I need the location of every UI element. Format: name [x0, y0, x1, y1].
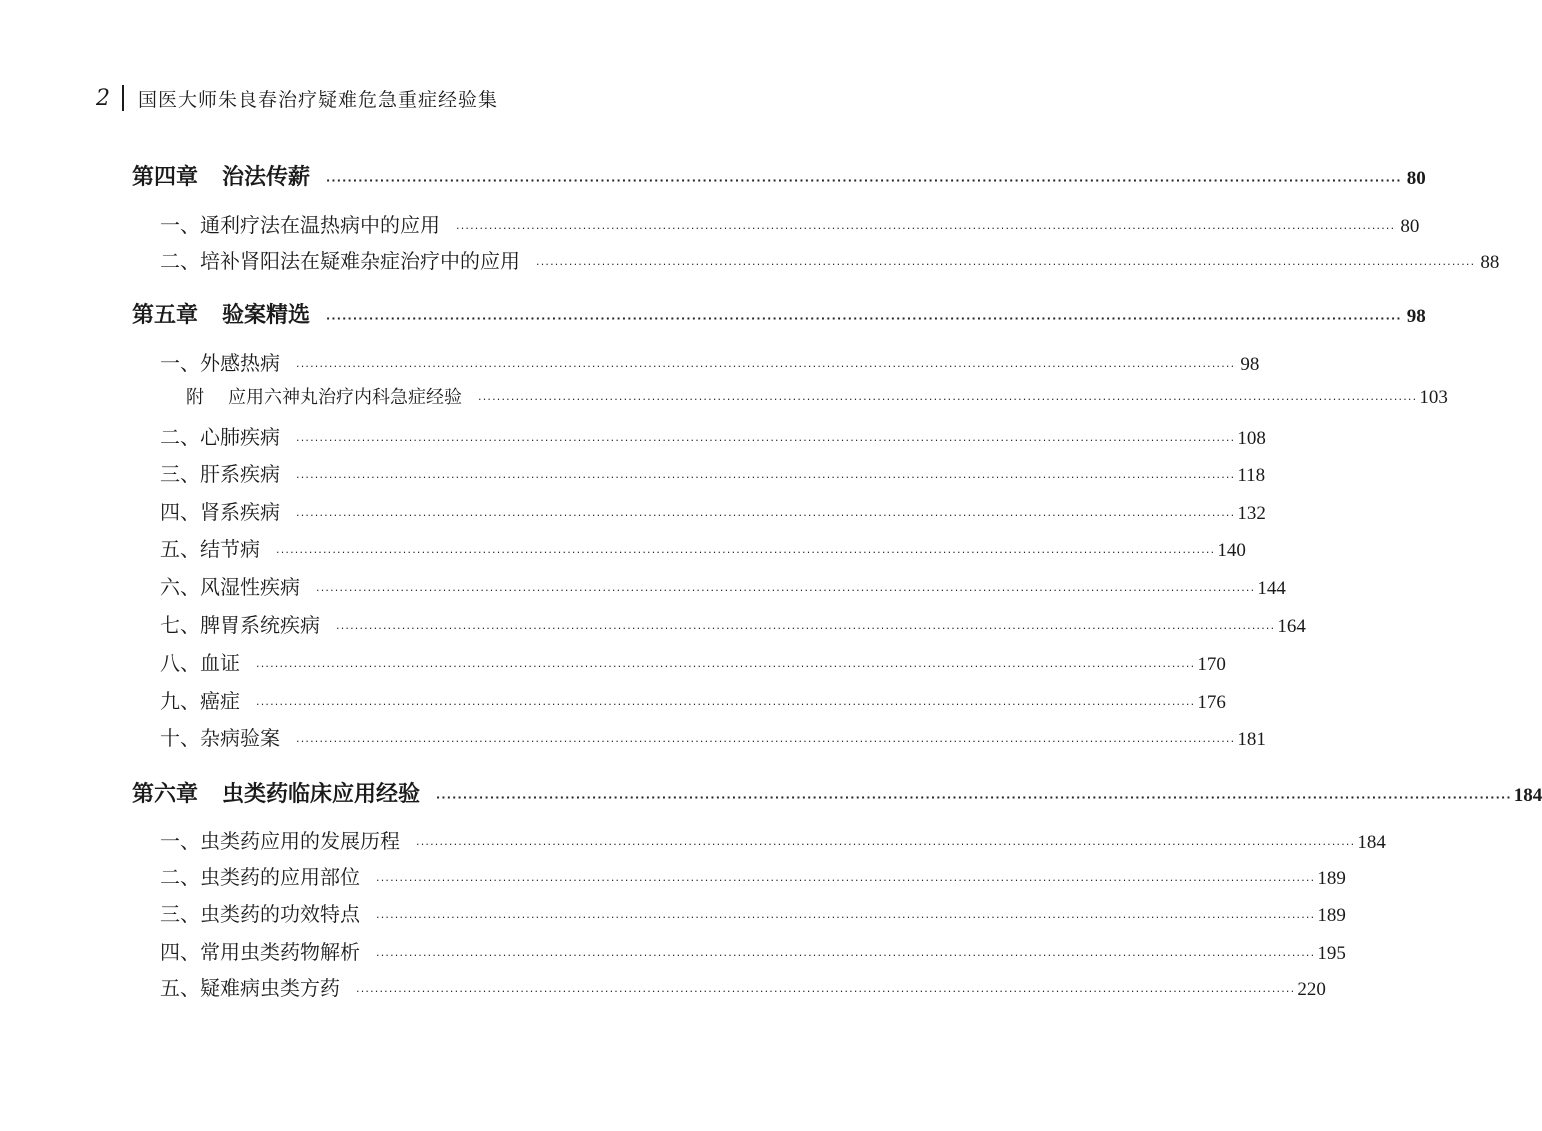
toc-label — [160, 898, 360, 927]
toc-section — [160, 861, 1346, 890]
toc-label — [160, 421, 280, 450]
toc-label — [186, 383, 462, 409]
toc-page-number: 220 — [1297, 979, 1326, 1000]
dot-leader: ········································································································································································································ — [326, 174, 1402, 187]
toc-section — [160, 496, 1266, 525]
toc-label-text: 一、通利疗法在温热病中的应用 — [160, 213, 440, 237]
dot-leader: ········································································································································································································ — [376, 874, 1316, 887]
toc-label-text: 二、培补肾阳法在疑难杂症治疗中的应用 — [160, 249, 520, 273]
dot-leader: ········································································································································································································ — [536, 258, 1476, 271]
toc-section — [160, 647, 1226, 676]
toc-label — [160, 533, 260, 562]
toc-page-number: 98 — [1240, 354, 1260, 375]
toc-section — [160, 685, 1226, 714]
toc-label — [160, 571, 300, 600]
toc-label-text: 十、杂病验案 — [160, 726, 280, 750]
toc-label-text: 二、心肺疾病 — [160, 425, 280, 449]
dot-leader: ········································································································································································································ — [316, 584, 1256, 597]
toc-label-text: 二、虫类药的应用部位 — [160, 865, 360, 889]
toc-label-text: 八、血证 — [160, 651, 240, 675]
toc-section — [160, 571, 1286, 600]
toc-label-text: 四、肾系疾病 — [160, 500, 280, 524]
toc-label — [132, 777, 420, 808]
toc-chapter — [132, 160, 1426, 191]
toc-page-number: 189 — [1317, 905, 1346, 926]
toc-page-number: 144 — [1257, 578, 1286, 599]
running-title: 国医大师朱良春治疗疑难危急重症经验集 — [138, 88, 499, 111]
toc-label-text: 七、脾胃系统疾病 — [160, 613, 320, 637]
toc-label — [132, 298, 310, 329]
toc-section — [160, 936, 1346, 965]
toc-label — [160, 861, 360, 890]
dot-leader: ········································································································································································································ — [296, 735, 1236, 748]
toc-section — [160, 533, 1246, 562]
toc-label — [160, 685, 240, 714]
toc-section — [160, 347, 1260, 376]
dot-leader: ········································································································································································································ — [256, 698, 1196, 711]
toc-label-text: 五、疑难病虫类方药 — [160, 976, 340, 1000]
dot-leader: ········································································································································································································ — [296, 360, 1236, 373]
toc-label — [160, 609, 320, 638]
dot-leader: ········································································································································································································ — [296, 434, 1236, 447]
page-number: 2 — [96, 85, 110, 111]
dot-leader: ········································································································································································································ — [436, 791, 1512, 804]
dot-leader: ········································································································································································································ — [478, 393, 1418, 406]
toc-page-number: 195 — [1317, 943, 1346, 964]
toc-section — [160, 722, 1266, 751]
toc-section — [160, 421, 1266, 450]
toc-label-text: 三、虫类药的功效特点 — [160, 902, 360, 926]
toc-section — [160, 458, 1266, 487]
toc-label-text: 第六章 — [132, 781, 199, 807]
dot-leader: ········································································································································································································ — [276, 546, 1216, 559]
dot-leader: ········································································································································································································ — [356, 985, 1296, 998]
dot-leader: ········································································································································································································ — [336, 622, 1276, 635]
toc-label-text: 附 — [186, 387, 204, 408]
toc-chapter — [132, 298, 1426, 329]
header-divider — [122, 85, 124, 111]
toc-page-number: 80 — [1406, 168, 1426, 189]
toc-page-number: 164 — [1277, 616, 1306, 637]
toc-title: 治法传薪 — [222, 164, 311, 190]
toc-section — [160, 209, 1420, 238]
toc-section — [160, 972, 1326, 1001]
toc-section — [160, 609, 1306, 638]
toc-page-number: 176 — [1197, 692, 1226, 713]
toc-page-number: 184 — [1513, 785, 1542, 806]
toc-section — [160, 245, 1500, 274]
toc-title: 验案精选 — [222, 302, 311, 328]
toc-page-number: 80 — [1400, 216, 1420, 237]
toc-label-text: 第五章 — [132, 302, 199, 328]
toc-section — [160, 825, 1386, 854]
toc-label-text: 一、虫类药应用的发展历程 — [160, 829, 400, 853]
toc-page-number: 140 — [1217, 540, 1246, 561]
page-header — [96, 80, 498, 116]
toc-label-text: 四、常用虫类药物解析 — [160, 940, 360, 964]
toc-page-number: 170 — [1197, 654, 1226, 675]
toc-label — [160, 458, 280, 487]
toc-page-number: 184 — [1357, 832, 1386, 853]
toc-chapter — [132, 777, 1542, 808]
dot-leader: ········································································································································································································ — [326, 312, 1402, 325]
dot-leader: ········································································································································································································ — [376, 911, 1316, 924]
toc-page-number: 181 — [1237, 729, 1266, 750]
toc-label-text: 一、外感热病 — [160, 351, 280, 375]
toc-label — [160, 245, 520, 274]
toc-page-number: 189 — [1317, 868, 1346, 889]
toc-label — [132, 160, 310, 191]
toc-label-text: 六、风湿性疾病 — [160, 575, 300, 599]
toc-label — [160, 209, 440, 238]
toc-page-number: 118 — [1237, 465, 1266, 486]
dot-leader: ········································································································································································································ — [376, 949, 1316, 962]
dot-leader: ········································································································································································································ — [296, 509, 1236, 522]
toc-label — [160, 347, 280, 376]
toc-label-text: 九、癌症 — [160, 689, 240, 713]
toc-title: 应用六神丸治疗内科急症经验 — [228, 387, 462, 408]
toc-page-number: 108 — [1237, 428, 1266, 449]
toc-label — [160, 972, 340, 1001]
toc-label — [160, 647, 240, 676]
toc-label — [160, 825, 400, 854]
toc-label-text: 第四章 — [132, 164, 199, 190]
toc-label-text: 三、肝系疾病 — [160, 462, 280, 486]
dot-leader: ········································································································································································································ — [296, 471, 1236, 484]
toc-section — [160, 898, 1346, 927]
toc-page-number: 103 — [1419, 387, 1448, 408]
toc-label — [160, 936, 360, 965]
toc-appendix — [186, 383, 1448, 409]
dot-leader: ········································································································································································································ — [456, 222, 1396, 235]
toc-page-number: 98 — [1406, 306, 1426, 327]
toc-title: 虫类药临床应用经验 — [222, 781, 421, 807]
dot-leader: ········································································································································································································ — [256, 660, 1196, 673]
toc-page-number: 132 — [1237, 503, 1266, 524]
toc-label — [160, 722, 280, 751]
toc-label — [160, 496, 280, 525]
dot-leader: ········································································································································································································ — [416, 838, 1356, 851]
toc-label-text: 五、结节病 — [160, 537, 260, 561]
toc-page-number: 88 — [1480, 252, 1500, 273]
